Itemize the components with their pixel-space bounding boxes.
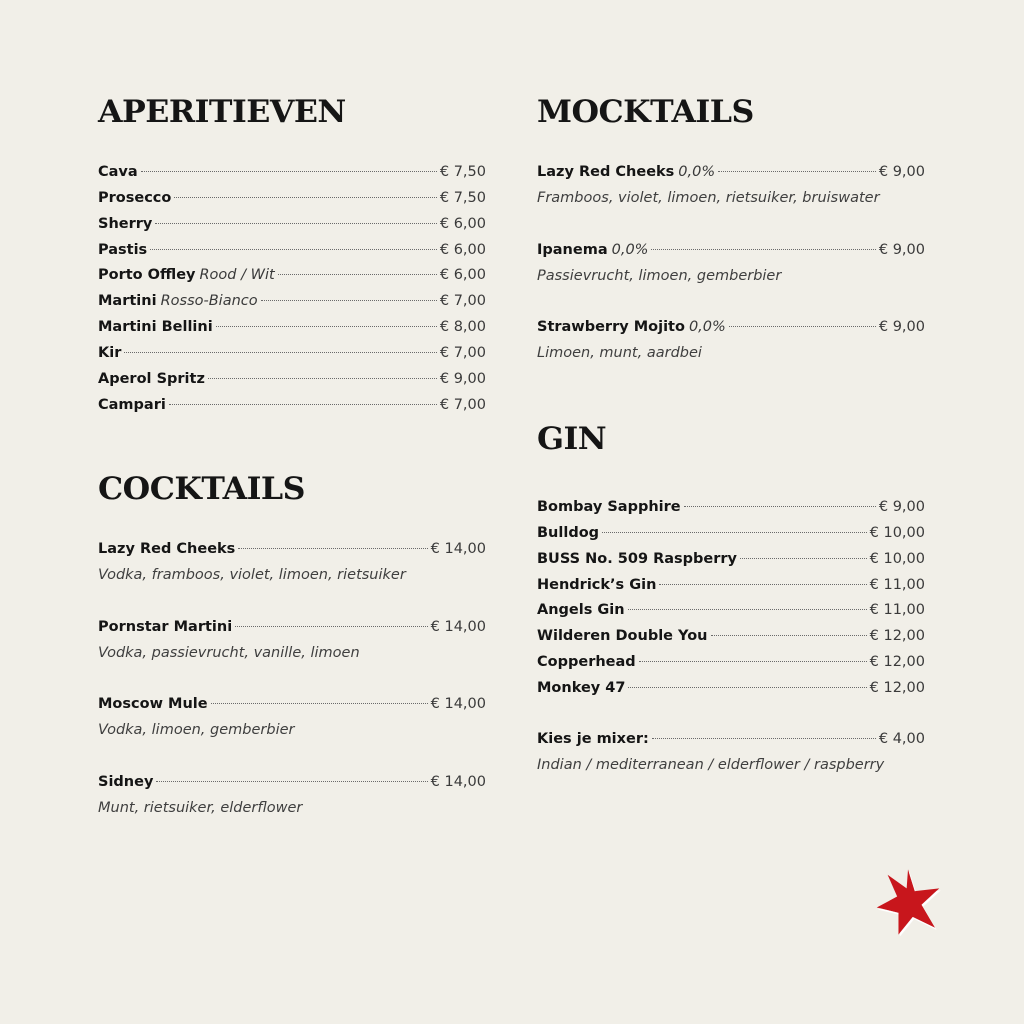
menu-item-lazy-red-cheeks <box>98 536 486 614</box>
menu-item-ipanema <box>537 237 925 315</box>
dot-leader <box>711 635 867 636</box>
item-price: € 11,00 <box>869 602 925 619</box>
cocktails-list <box>98 536 486 846</box>
item-description: Passievrucht, limoen, gemberbier <box>537 267 782 284</box>
item-name: Moscow Mule <box>98 696 208 712</box>
item-name: Copperhead <box>537 654 636 671</box>
menu-item-lazy-red-cheeks-mocktail <box>537 159 925 237</box>
item-name: Pastis <box>98 241 148 258</box>
item-name: Bulldog <box>537 524 600 541</box>
item-description: Indian / mediterranean / elderflower / raspberry <box>537 757 885 773</box>
item-name: Ipanema <box>537 241 608 258</box>
dot-leader <box>208 378 437 379</box>
item-note: 0,0% <box>688 319 726 335</box>
item-price: € 6,00 <box>439 215 486 232</box>
dot-leader <box>278 274 437 275</box>
item-price: € 7,00 <box>439 344 486 361</box>
menu-item-porto-offley <box>98 262 486 288</box>
menu-item-angels-gin <box>537 597 925 623</box>
item-price: € 14,00 <box>430 773 486 790</box>
item-name: Aperol Spritz <box>98 370 205 387</box>
dot-leader <box>211 703 428 704</box>
item-price: € 7,00 <box>439 293 486 310</box>
menu-item-moscow-mule <box>98 691 486 769</box>
item-name: Hendrick’s Gin <box>537 576 657 593</box>
item-note: Rosso-Bianco <box>160 293 258 310</box>
menu-item-monkey-47 <box>537 675 925 701</box>
menu-item-mixer <box>537 726 925 804</box>
menu-item-kir <box>98 340 486 366</box>
item-price: € 9,00 <box>439 370 486 387</box>
item-name: Monkey 47 <box>537 679 626 696</box>
menu-item-strawberry-mojito <box>537 314 925 392</box>
item-price: € 14,00 <box>430 541 486 557</box>
dot-leader <box>155 223 437 224</box>
dot-leader <box>651 249 875 250</box>
item-price: € 9,00 <box>878 241 925 258</box>
item-name: Kir <box>98 344 122 361</box>
dot-leader <box>628 687 866 688</box>
gin-list <box>537 494 925 701</box>
item-price: € 6,00 <box>439 241 486 258</box>
item-name: Martini Bellini <box>98 319 213 336</box>
item-note: 0,0% <box>611 241 649 258</box>
dot-leader <box>684 506 876 507</box>
dot-leader <box>639 661 867 662</box>
item-price: € 9,00 <box>878 499 925 515</box>
dot-leader <box>141 171 437 172</box>
menu-item-cava <box>98 159 486 185</box>
item-name: Sherry <box>98 215 153 232</box>
menu-item-bulldog <box>537 520 925 546</box>
section-title-aperitieven: APERITIEVEN <box>98 94 346 130</box>
item-name: Angels Gin <box>537 602 625 619</box>
menu-item-hendricks-gin <box>537 572 925 598</box>
menu-item-campari <box>98 392 486 418</box>
dot-leader <box>174 197 437 198</box>
item-name: BUSS No. 509 Raspberry <box>537 550 738 567</box>
item-price: € 8,00 <box>439 319 486 336</box>
item-price: € 11,00 <box>869 576 925 593</box>
menu-item-martini <box>98 288 486 314</box>
item-price: € 7,00 <box>439 396 486 413</box>
menu-item-sherry <box>98 211 486 237</box>
item-price: € 6,00 <box>439 267 486 284</box>
menu-item-aperol-spritz <box>98 366 486 392</box>
item-description: Vodka, limoen, gemberbier <box>98 722 295 738</box>
item-price: € 14,00 <box>430 618 486 635</box>
item-name: Bombay Sapphire <box>537 499 681 515</box>
menu-item-martini-bellini <box>98 314 486 340</box>
item-price: € 7,50 <box>439 164 486 180</box>
item-price: € 9,00 <box>878 164 925 180</box>
item-name: Cava <box>98 164 138 180</box>
item-name: Porto Offley <box>98 267 196 284</box>
section-title-mocktails: MOCKTAILS <box>537 94 754 130</box>
item-price: € 4,00 <box>878 731 925 747</box>
section-title-cocktails: COCKTAILS <box>98 471 305 507</box>
item-price: € 10,00 <box>869 550 925 567</box>
section-title-gin: GIN <box>537 421 607 457</box>
mixer-block <box>537 726 925 804</box>
item-name: Wilderen Double You <box>537 628 708 645</box>
item-name: Pornstar Martini <box>98 618 233 635</box>
item-name: Kies je mixer: <box>537 731 649 747</box>
item-description: Limoen, munt, aardbei <box>537 345 702 361</box>
menu-item-sidney <box>98 769 486 847</box>
menu-item-bombay-sapphire <box>537 494 925 520</box>
item-name: Martini <box>98 293 157 310</box>
item-name: Prosecco <box>98 189 172 206</box>
item-price: € 14,00 <box>430 696 486 712</box>
item-name: Campari <box>98 396 166 413</box>
dot-leader <box>235 626 427 627</box>
item-price: € 9,00 <box>878 319 925 335</box>
dot-leader <box>729 326 876 327</box>
item-name: Lazy Red Cheeks <box>98 541 236 557</box>
item-price: € 12,00 <box>869 654 925 671</box>
item-note: 0,0% <box>678 164 716 180</box>
item-price: € 12,00 <box>869 679 925 696</box>
item-price: € 10,00 <box>869 524 925 541</box>
dot-leader <box>216 326 437 327</box>
item-description: Munt, rietsuiker, elderflower <box>98 799 303 816</box>
dot-leader <box>124 352 437 353</box>
red-star-icon <box>874 868 942 936</box>
dot-leader <box>156 781 427 782</box>
item-name: Strawberry Mojito <box>537 319 685 335</box>
item-name: Lazy Red Cheeks <box>537 164 675 180</box>
dot-leader <box>169 404 437 405</box>
dot-leader <box>628 609 867 610</box>
item-price: € 12,00 <box>869 628 925 645</box>
aperitieven-list <box>98 159 486 417</box>
dot-leader <box>740 558 867 559</box>
dot-leader <box>602 532 867 533</box>
menu-item-buss-509-raspberry <box>537 546 925 572</box>
dot-leader <box>659 584 866 585</box>
item-name: Sidney <box>98 773 154 790</box>
dot-leader <box>652 738 876 739</box>
item-note: Rood / Wit <box>199 267 275 284</box>
item-description: Framboos, violet, limoen, rietsuiker, bruiswater <box>537 190 880 206</box>
item-price: € 7,50 <box>439 189 486 206</box>
star-shape <box>877 869 940 934</box>
dot-leader <box>238 548 427 549</box>
dot-leader <box>261 300 437 301</box>
menu-item-copperhead <box>537 649 925 675</box>
menu-item-wilderen-double-you <box>537 623 925 649</box>
dot-leader <box>150 249 437 250</box>
menu-item-prosecco <box>98 185 486 211</box>
item-description: Vodka, framboos, violet, limoen, rietsuiker <box>98 567 406 583</box>
mocktails-list <box>537 159 925 392</box>
menu-item-pastis <box>98 237 486 263</box>
item-description: Vodka, passievrucht, vanille, limoen <box>98 644 360 661</box>
dot-leader <box>718 171 876 172</box>
menu-item-pornstar-martini <box>98 614 486 692</box>
